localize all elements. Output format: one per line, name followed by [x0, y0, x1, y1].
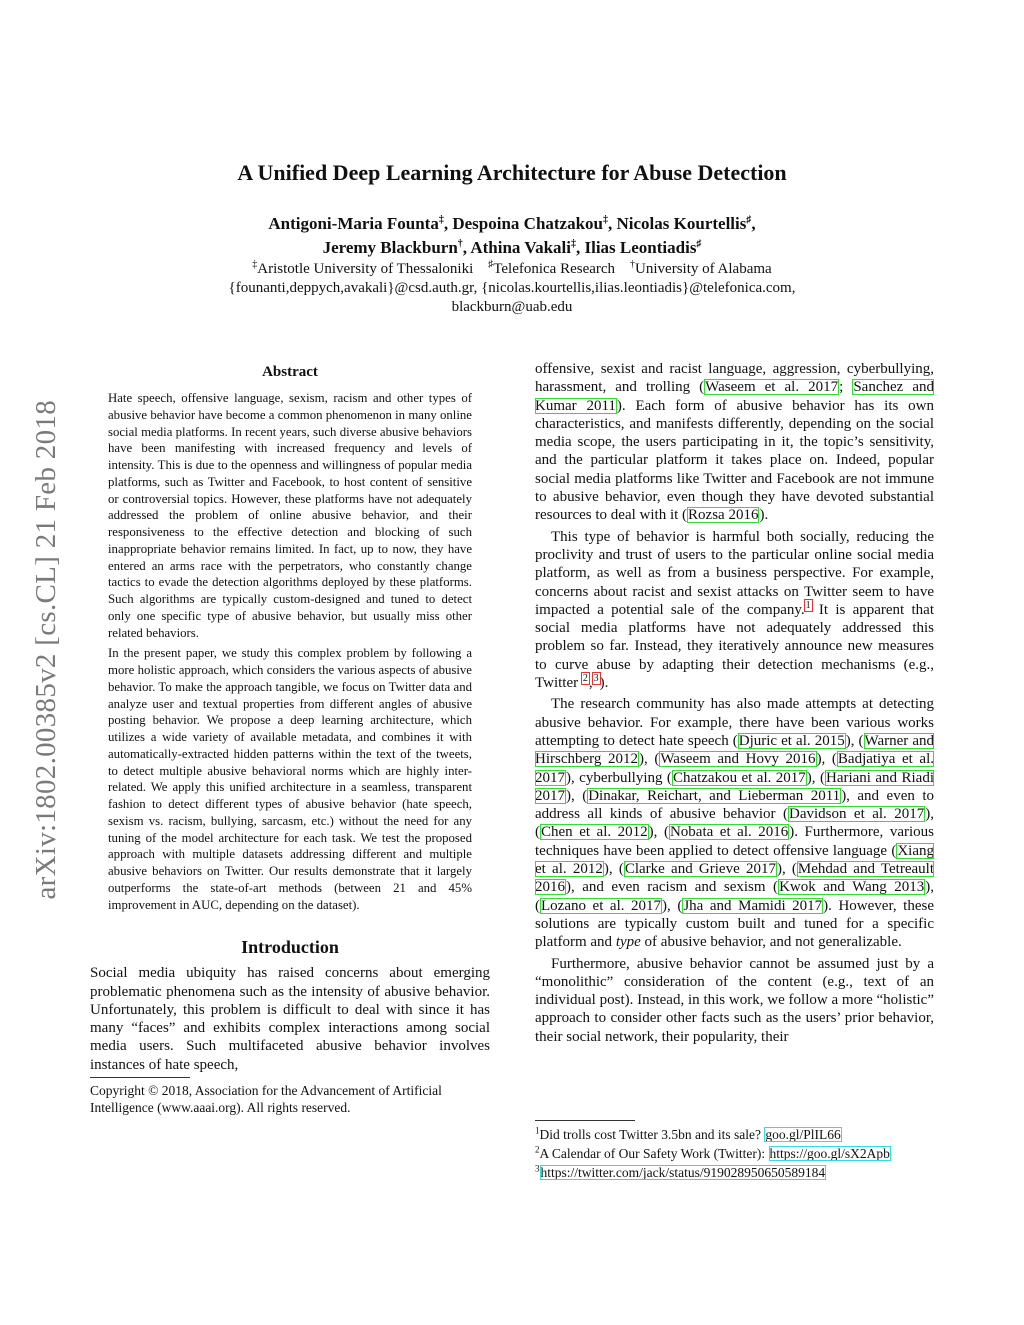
text-run: ). Furthermore, various techniques have been applied to detect offensive language ( [535, 824, 934, 859]
text-run: It is apparent that social media platforms have not adequately addressed this problem so far. Instead, they iteratively announce new measures to curve abuse by adapting their detection mechanisms (e.g., Twitter [535, 601, 934, 692]
text-run: of abusive behavior, and not generalizable. [640, 934, 902, 951]
body-paragraph-1 [535, 360, 934, 525]
text-run: ). However, these solutions are typically custom built and tuned for a specific platform and [535, 897, 934, 951]
footnote-number: 2 [535, 1144, 540, 1155]
copyright-prefix: Copyright [90, 1083, 145, 1099]
copyright-notice [90, 1082, 490, 1116]
citation-link[interactable]: Nobata et al. 2016 [669, 824, 789, 841]
footnote-url-link[interactable]: https://goo.gl/sX2Apb [769, 1146, 890, 1161]
citation-link[interactable]: Djuric et al. 2015 [738, 732, 845, 749]
affiliation-line [0, 260, 1024, 279]
citation-link[interactable]: Waseem et al. 2017 [705, 379, 839, 396]
citation-link[interactable]: Davidson et al. 2017 [788, 806, 925, 823]
separator: , [608, 214, 617, 233]
footnotes [535, 1120, 955, 1182]
separator: , [462, 238, 471, 257]
author-name: Despoina Chatzakou [452, 214, 604, 233]
citation-link[interactable]: Warner and Hirschberg 2012 [535, 732, 935, 768]
citation-link[interactable]: Xiang et al. 2012 [535, 842, 934, 878]
footnote-url-link[interactable]: https://twitter.com/jack/status/919028950650589184 [540, 1165, 826, 1180]
text-run: ; [839, 379, 853, 396]
text-run: ), ( [648, 824, 669, 841]
footnote-2 [535, 1144, 955, 1163]
text-run: ), ( [662, 897, 683, 914]
body-paragraph-4: Furthermore, abusive behavior cannot be assumed just by a “monolithic” consideration of the content (e.g., text of an individual post). Instead, in this work, we follow a more “holistic” approach to consider other facts such as the users’ prior behavior, their social network, their popularity, their [535, 955, 934, 1045]
text-run: ), and even racism and sexism ( [566, 879, 779, 896]
left-column [90, 362, 490, 1116]
footnote-1 [535, 1125, 955, 1144]
citation-link[interactable]: Jha and Mamidi 2017 [683, 897, 823, 914]
author-line-1 [0, 212, 1024, 236]
footnote-rule [90, 1077, 190, 1078]
body-paragraph-3 [535, 695, 934, 951]
affiliation-mark: ‡ [252, 259, 258, 270]
author-name: Antigoni-Maria Founta [268, 214, 439, 233]
footnote-text: A Calendar of Our Safety Work (Twitter): [539, 1146, 769, 1161]
text-run: offensive, sexist and racist language, aggression, cyberbullying, harassment, and trolling ( [535, 361, 934, 396]
text-run: ), ( [535, 879, 934, 914]
paper-title: A Unified Deep Learning Architecture for Abuse Detection [237, 160, 787, 185]
text-run: ), and even to address all kinds of abusive behavior ( [535, 787, 934, 823]
author-name: Athina Vakali [470, 238, 571, 257]
affiliation-mark: ‡ [438, 214, 444, 226]
citation-link[interactable]: Rozsa 2016 [688, 507, 759, 524]
footnote-rule [535, 1120, 635, 1121]
text-run: ), ( [816, 751, 837, 768]
right-column [535, 360, 934, 1046]
abstract-paragraph-2: In the present paper, we study this complex problem by following a more holistic approach, which considers the various aspects of abusive behavior. To make the approach tangible, we focus on Twitter data and analyze user and textual properties from different angles of abusive posting behavior. We propose a deep learning architecture, which utilizes a wide variety of available metadata, and combines it with automatically-extracted hidden patterns within the text of the tweets, to detect multiple abusive behavioral norms which are highly inter-related. We apply this unified architecture in a seamless, transparent fashion to detect different types of abusive behavior (hate speech, sexism vs. racism, bullying, sarcasm, etc.) without the need for any tuning of the model architecture for each task. We test the proposed approach with multiple datasets addressing different and multiple abusive behaviors on Twitter. Our results demonstrate that it largely outperforms the state-of-art methods (between 21 and 45% improvement in AUC, depending on the dataset). [108, 646, 472, 912]
citation-link[interactable]: Clarke and Grieve 2017 [624, 861, 776, 878]
text-run: This type of behavior is harmful both socially, reducing the proclivity and trust of users to the particular online social media platform, as well as from a business perspective. For example, concerns about racist and sexist attacks on Twitter seem to have impacted a potential sale of the company. [535, 528, 934, 618]
affiliation-name: Telefonica Research [493, 261, 616, 277]
author-name: Nicolas Kourtellis [616, 214, 747, 233]
abstract-heading: Abstract [262, 364, 318, 380]
intro-paragraph-1: Social media ubiquity has raised concerns about emerging problematic phenomena such as the intensity of abusive behavior. Unfortunately, this problem is difficult to deal with since it has many “faces” and exhibits complex interactions among social media users. Such multifaceted abusive behavior involves instances of hate speech, [90, 965, 490, 1073]
citation-link[interactable]: Chen et al. 2012 [541, 824, 648, 841]
citation-link[interactable]: Sanchez and Kumar 2011 [535, 379, 935, 414]
affiliation-name: Aristotle University of Thessaloniki [257, 261, 474, 277]
affiliations-block [0, 260, 1024, 317]
citation-link[interactable]: Badjatiya et al. 2017 [535, 751, 934, 786]
citation-link[interactable]: Kwok and Wang 2013 [779, 879, 925, 896]
emphasis: type [615, 934, 641, 951]
citation-link[interactable]: Mehdad and Tetreault 2016 [535, 861, 934, 896]
text-run: ). [599, 675, 609, 692]
text-run: ), cyberbullying ( [566, 769, 672, 786]
citation-link[interactable]: Chatzakou et al. 2017 [672, 769, 806, 786]
affiliation-mark: ♯ [746, 214, 752, 226]
text-run: ), ( [535, 806, 934, 841]
footnote-url-link[interactable]: goo.gl/PlIL66 [765, 1127, 841, 1142]
text-run: ), ( [566, 787, 588, 804]
affiliation-mark: † [630, 259, 636, 270]
affiliation-mark: ♯ [488, 259, 494, 270]
footnote-ref-link[interactable]: 2 [582, 673, 588, 685]
email-line-1: {founanti,deppych,avakali}@csd.auth.gr, {nicolas.kourtellis,ilias.leontiadis}@telefonica.com, [228, 280, 796, 296]
text-run: The research community has also made attempts at detecting abusive behavior. For example, there have been various works attempting to detect hate speech ( [535, 696, 934, 749]
text-run: ), ( [806, 769, 825, 786]
arxiv-stamp-text: arXiv:1802.00385v2 [cs.CL] 21 Feb 2018 [29, 400, 62, 900]
footnote-ref-link[interactable]: 1 [805, 599, 811, 611]
affiliation-name: University of Alabama [635, 261, 772, 277]
footnote-text: Did trolls cost Twitter 3.5bn and its sale? [539, 1127, 765, 1142]
text-run: , [588, 675, 593, 692]
author-name: Ilias Leontiadis [584, 238, 697, 257]
text-run: ). Each form of abusive behavior has its own characteristics, and manifests differently, depending on the social media scope, the users participating in it, the topic’s sensitivity, and the particular platform it takes place on. Indeed, popular social media platforms like Twitter and Facebook are not immune to abusive behavior, even though they have devoted substantial resources to deal with it ( [535, 397, 934, 524]
author-line-2 [0, 236, 1024, 260]
author-list [0, 212, 1024, 260]
affiliation-mark: † [457, 238, 463, 250]
author-name: Jeremy Blackburn [322, 238, 458, 257]
text-run: ), ( [776, 861, 797, 878]
text-run: ), ( [845, 732, 864, 749]
footnote-3 [535, 1163, 955, 1182]
text-run: ), ( [603, 861, 624, 878]
separator: , [751, 214, 756, 233]
arxiv-stamp [22, 355, 70, 945]
copyright-icon: © [148, 1083, 159, 1099]
affiliation-mark: ‡ [570, 238, 576, 250]
footnote-number: 3 [535, 1163, 540, 1174]
footnote-number: 1 [535, 1125, 540, 1136]
body-paragraph-2 [535, 528, 934, 693]
introduction-heading: Introduction [241, 937, 339, 958]
separator: , [443, 214, 453, 233]
separator: , [575, 238, 585, 257]
affiliation-mark: ♯ [696, 238, 702, 250]
email-line-2: blackburn@uab.edu [451, 299, 573, 315]
affiliation-mark: ‡ [603, 214, 609, 226]
footnote-ref-link[interactable]: 3 [593, 673, 599, 685]
copyright-text: 2018, Association for the Advancement of Artificial Intelligence (www.aaai.org). All rights reserved. [90, 1083, 442, 1116]
citation-link[interactable]: Lozano et al. 2017 [541, 897, 662, 914]
citation-link[interactable]: Waseem and Hovy 2016 [660, 751, 816, 768]
text-run: ). [759, 507, 769, 524]
text-run: ), ( [638, 751, 660, 768]
citation-link[interactable]: Hariani and Riadi 2017 [535, 769, 934, 804]
citation-link[interactable]: Dinakar, Reichart, and Lieberman 2011 [588, 787, 841, 804]
abstract-paragraph-1: Hate speech, offensive language, sexism, racism and other types of abusive behavior have become a common phenomenon in many online social media platforms. In recent years, such diverse abusive behaviors have been manifesting with increased frequency and levels of intensity. This is due to the openness and willingness of popular media platforms, such as Twitter and Facebook, to host content of sensitive or controversial topics. However, these platforms have not adequately addressed the problem of online abusive behavior, and their responsiveness to the effective detection and blocking of such inappropriate behavior remains limited. In fact, up to now, they have entered an arms race with the perpetrators, who constantly change tactics to evade the detection algorithms deployed by these platforms. Such algorithms are typically custom-designed and tuned to detect only one specific type of abusive behavior, but usually miss other related behaviors. [108, 391, 472, 640]
